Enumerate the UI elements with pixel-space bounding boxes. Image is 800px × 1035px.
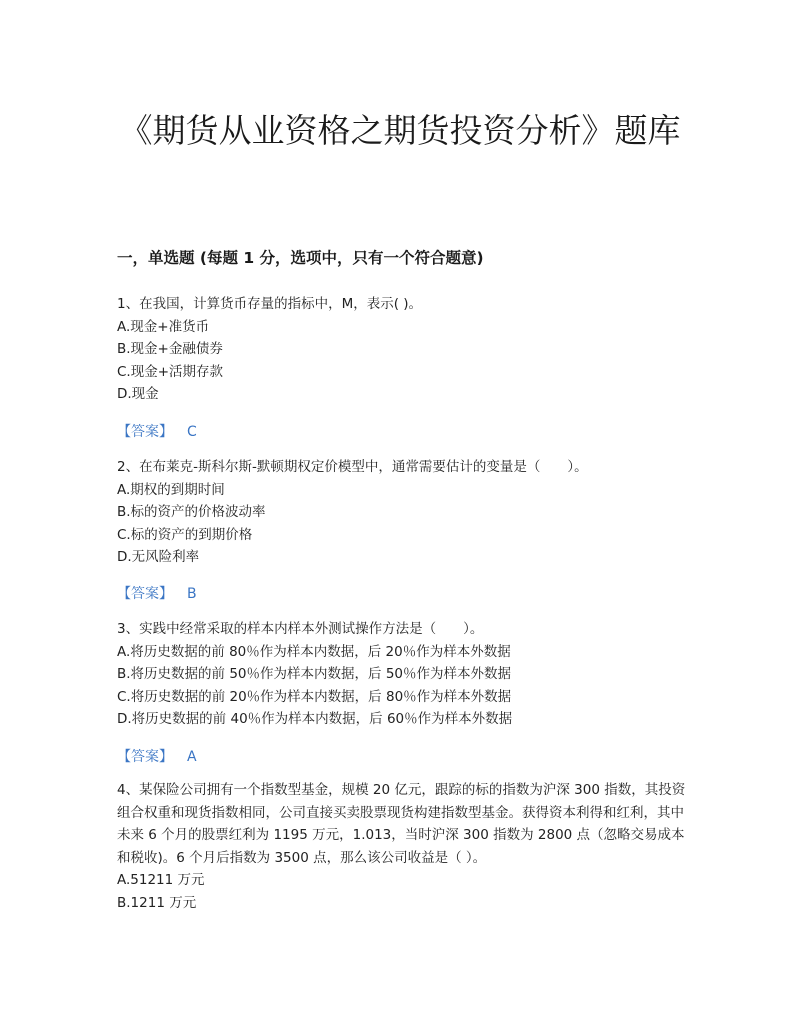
- question-stem: 2、在布莱克-斯科尔斯-默顿期权定价模型中，通常需要估计的变量是（ ）。: [117, 459, 588, 475]
- answer-label: 【答案】: [117, 424, 173, 440]
- answer-label: 【答案】: [117, 586, 173, 602]
- answer-1: [117, 421, 197, 441]
- answer-letter: A: [187, 749, 197, 765]
- option-c: C.将历史数据的前 20％作为样本内数据，后 80％作为样本外数据: [117, 688, 512, 705]
- answer-label: 【答案】: [117, 749, 173, 765]
- question-3: [117, 618, 687, 731]
- answer-letter: B: [187, 586, 197, 602]
- question-stem: 4、某保险公司拥有一个指数型基金，规模 20 亿元，跟踪的标的指数为沪深 300 指数，其投资组合权重和现货指数相同，公司直接买卖股票现货构建指数型基金。获得资本利得和红利，其中未来 6 个月的股票红利为 1195 万元，1.013，当时沪深 300 指数为 2800 点（忽略交易成本和税收)。6 个月后指数为 3500 点，那么该公司收益是（ ）。: [117, 782, 686, 866]
- option-d: D.将历史数据的前 40％作为样本内数据，后 60％作为样本外数据: [117, 711, 513, 728]
- question-stem: 1、在我国，计算货币存量的指标中，M，表示( )。: [117, 296, 423, 312]
- option-a: A.现金+准货币: [117, 318, 210, 335]
- option-d: D.无风险利率: [117, 549, 200, 566]
- question-1: [117, 293, 687, 406]
- document-title: 《期货从业资格之期货投资分析》题库: [119, 111, 681, 150]
- option-a: A.51211 万元: [117, 872, 205, 889]
- option-b: B.标的资产的价格波动率: [117, 504, 266, 521]
- question-2: [117, 456, 687, 569]
- section-heading: 一，单选题 (每题 1 分，选项中，只有一个符合题意): [117, 249, 484, 267]
- option-d: D.现金: [117, 386, 159, 403]
- question-stem: 3、实践中经常采取的样本内样本外测试操作方法是（ ）。: [117, 621, 484, 637]
- option-c: C.现金+活期存款: [117, 363, 224, 380]
- option-b: B.现金+金融债券: [117, 341, 223, 358]
- answer-3: [117, 746, 197, 766]
- answer-letter: C: [187, 424, 197, 440]
- option-a: A.期权的到期时间: [117, 481, 225, 498]
- question-4: [117, 779, 687, 915]
- option-c: C.标的资产的到期价格: [117, 526, 253, 543]
- option-a: A.将历史数据的前 80％作为样本内数据，后 20％作为样本外数据: [117, 643, 511, 660]
- option-b: B.将历史数据的前 50％作为样本内数据，后 50％作为样本外数据: [117, 666, 511, 683]
- option-b: B.1211 万元: [117, 894, 197, 911]
- answer-2: [117, 583, 197, 603]
